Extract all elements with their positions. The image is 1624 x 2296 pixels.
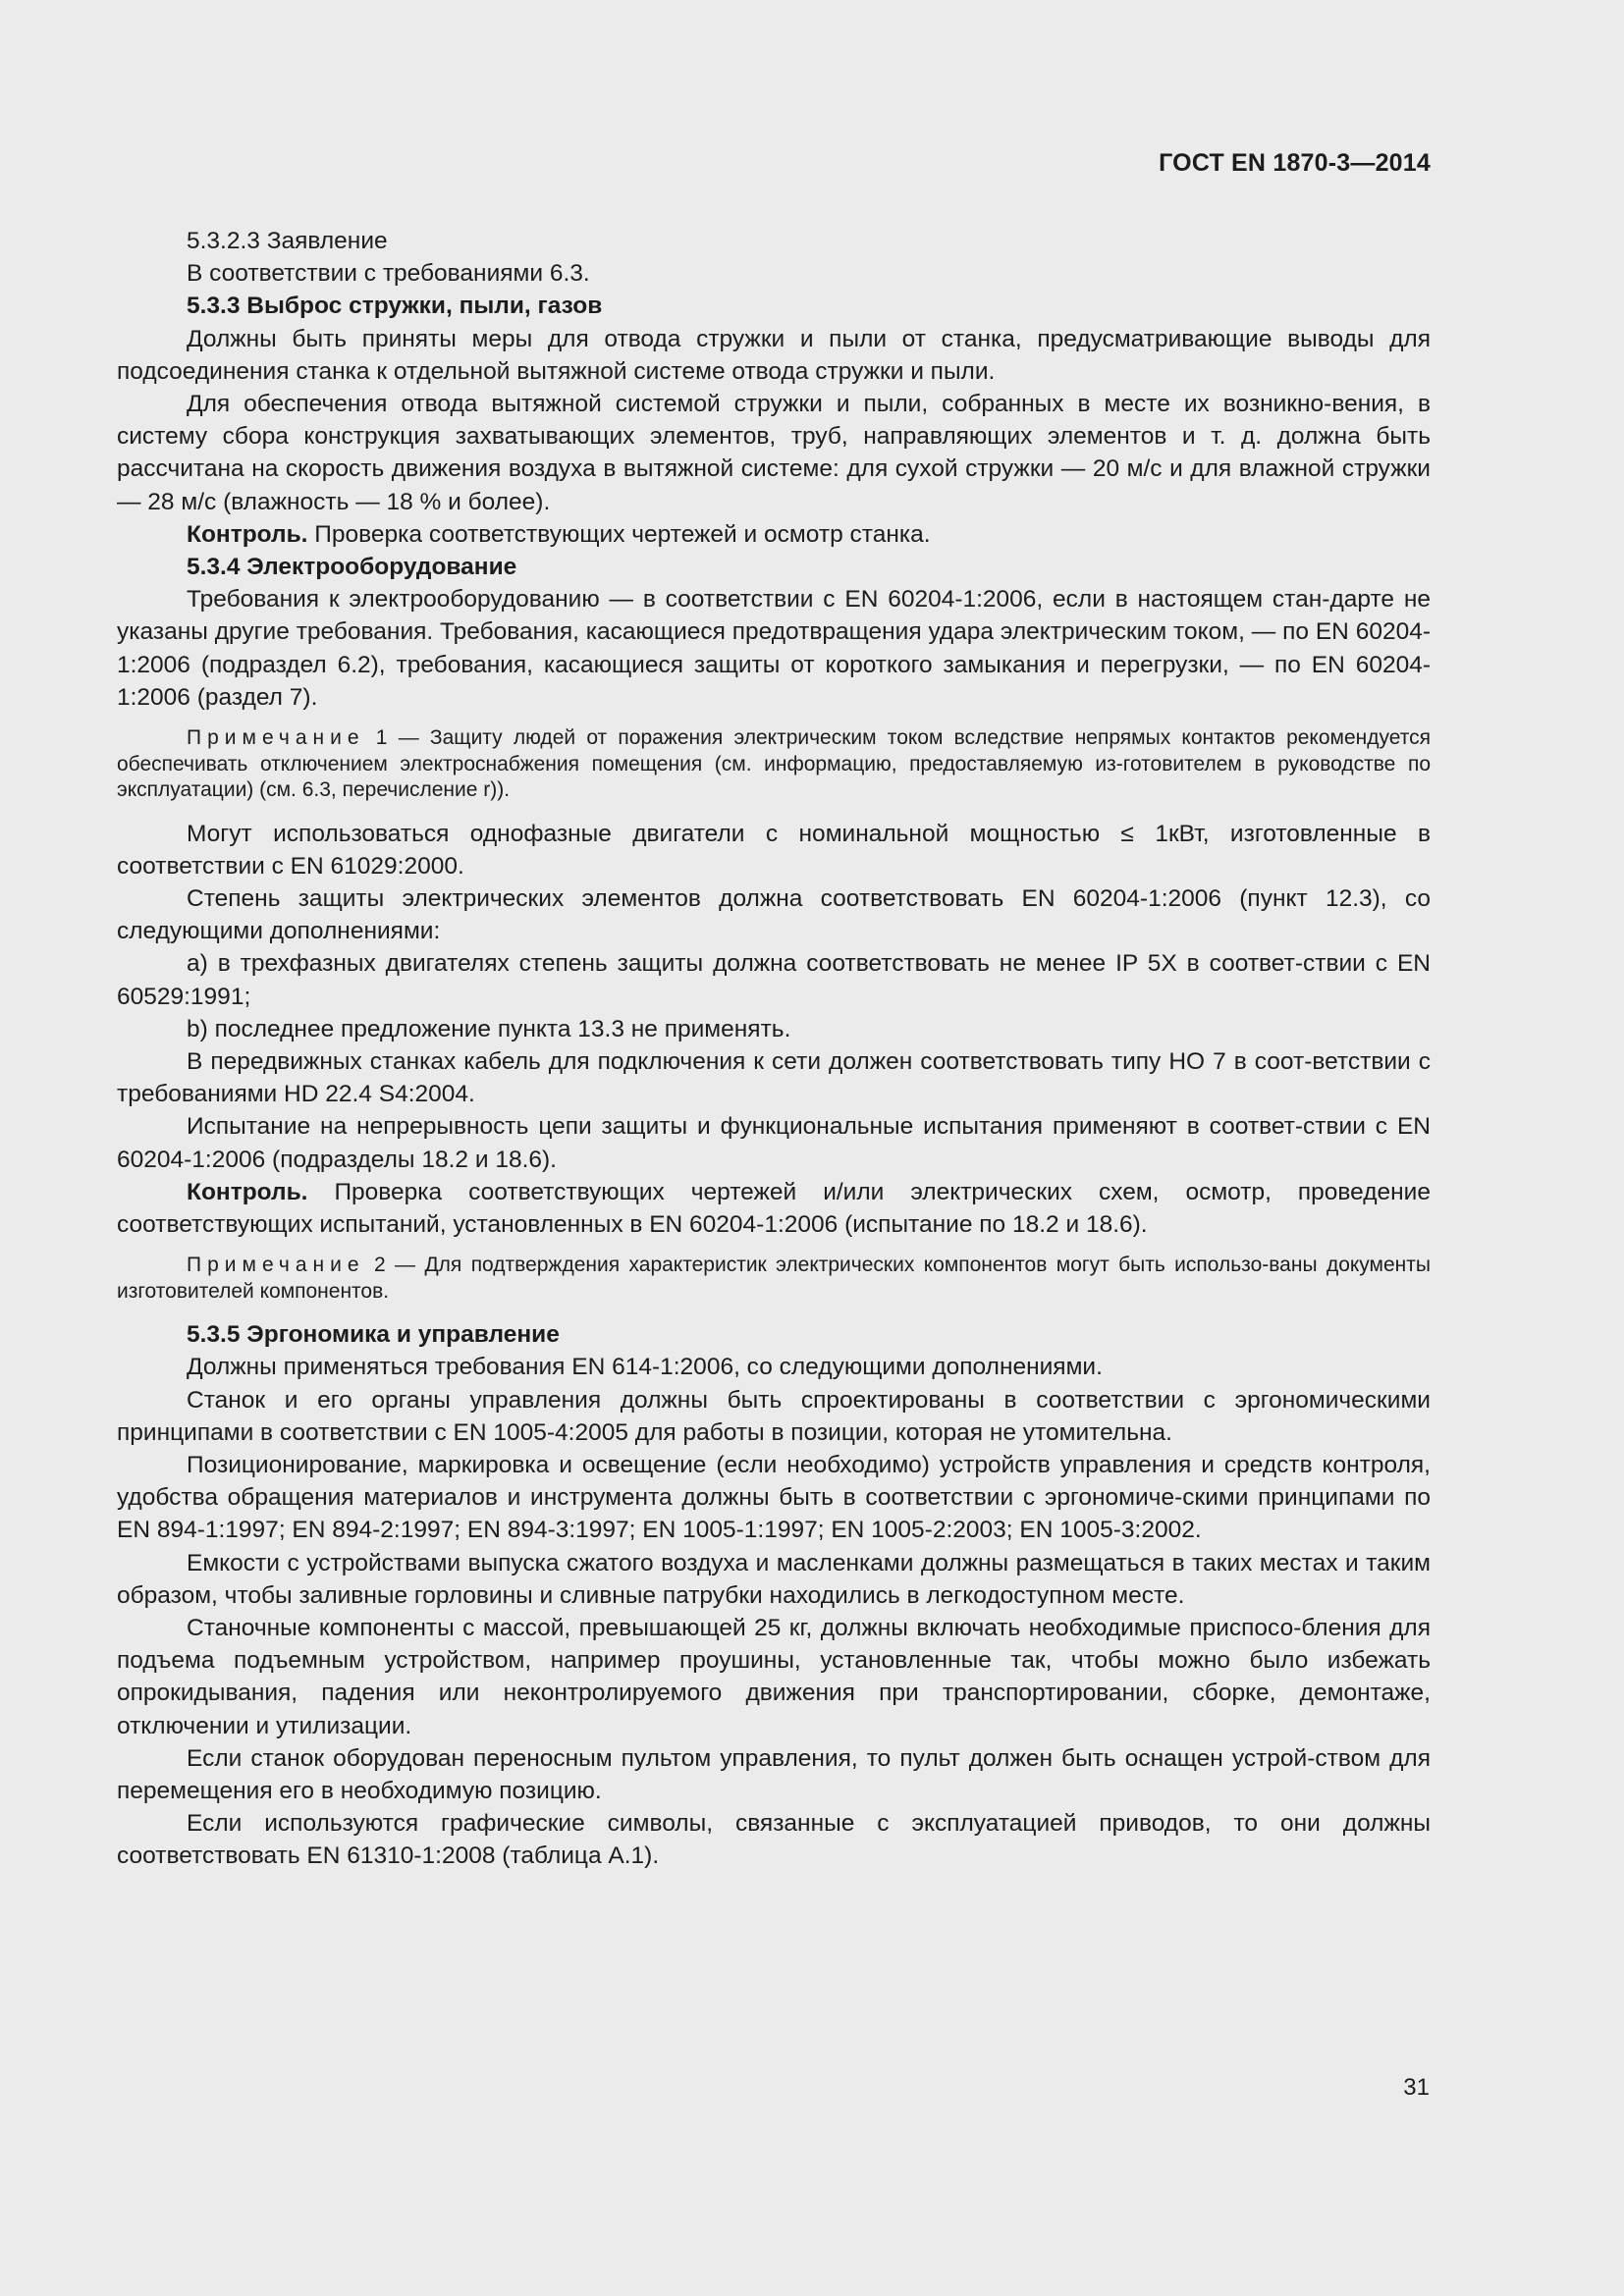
paragraph: Должны быть приняты меры для отвода стружки и пыли от станка, предусматривающие выводы для подсоединения станка к отдельной вытяжной системе отвода стружки и пыли.	[117, 325, 1431, 385]
note-1	[117, 725, 1431, 804]
control-paragraph	[117, 1176, 1431, 1241]
paragraph: Могут использоваться однофазные двигатели с номинальной мощностью ≤ 1кВт, изготовленные в соответствии с EN 61029:2000.	[117, 820, 1431, 880]
list-item-a: a) в трехфазных двигателях степень защиты должна соответствовать не менее IP 5X в соответ-ствии с EN 60529:1991;	[117, 950, 1431, 1010]
section-heading-533: 5.3.3 Выброс стружки, пыли, газов	[187, 293, 603, 320]
paragraph: Позиционирование, маркировка и освещение (если необходимо) устройств управления и средств контроля, удобства обращения материалов и инструмента должны быть в соответствии с эргономиче-скими принципами по EN 894-1:1997; EN 894-2:1997; EN 894-3:1997; EN 1005-1:1997; EN 1005-2:2003; EN 1005-3:2002.	[117, 1452, 1431, 1544]
subsection-5323-title: 5.3.2.3 Заявление	[187, 228, 388, 254]
paragraph: Степень защиты электрических элементов должна соответствовать EN 60204-1:2006 (пункт 12.3), со следующими дополнениями:	[117, 884, 1431, 945]
paragraph: В передвижных станках кабель для подключения к сети должен соответствовать типу НО 7 в соот-ветствии с требованиями HD 22.4 S4:2004.	[117, 1047, 1431, 1108]
list-item-b: b) последнее предложение пункта 13.3 не применять.	[187, 1015, 791, 1042]
subsection-5323-text: В соответствии с требованиями 6.3.	[187, 260, 590, 288]
paragraph: Станочные компоненты с массой, превышающей 25 кг, должны включать необходимые приспосо-бления для подъема подъемным устройством, например проушины, установленные так, чтобы можно было избежать опрокидывания, падения или неконтролируемого движения при транспортировании, сборке, демонтаже, отключении и утилизации.	[117, 1615, 1431, 1739]
control-label: Контроль.	[187, 1178, 308, 1205]
document-body	[117, 225, 1431, 1873]
note-text: 1 — Защиту людей от поражения электрическим током вследствие непрямых контактов рекомендуется обеспечивать отключением электроснабжения помещения (см. информацию, предоставляемую из-готовителем в руководстве по эксплуатации) (см. 6.3, перечисление r)).	[117, 726, 1431, 802]
paragraph: Должны применяться требования EN 614-1:2006, со следующими дополнениями.	[187, 1354, 1103, 1381]
document-code-header: ГОСТ EN 1870-3—2014	[1159, 149, 1431, 177]
paragraph: Станок и его органы управления должны быть спроектированы в соответствии с эргономическими принципами в соответствии с EN 1005-4:2005 для работы в позиции, которая не утомительна.	[117, 1386, 1431, 1446]
section-heading-535: 5.3.5 Эргономика и управление	[187, 1321, 560, 1349]
paragraph: Если станок оборудован переносным пультом управления, то пульт должен быть оснащен устрой-ством для перемещения его в необходимую позицию.	[117, 1744, 1431, 1805]
note-label: Примечание	[187, 1254, 365, 1277]
paragraph: Требования к электрооборудованию — в соответствии с EN 60204-1:2006, если в настоящем стан-дарте не указаны другие требования. Требования, касающиеся предотвращения удара электрическим током, — по EN 60204-1:2006 (подраздел 6.2), требования, касающиеся защиты от короткого замыкания и перегрузки, — по EN 60204-1:2006 (раздел 7).	[117, 586, 1431, 711]
paragraph: Если используются графические символы, связанные с эксплуатацией приводов, то они должны соответствовать EN 61310-1:2008 (таблица А.1).	[117, 1810, 1431, 1870]
control-text: Проверка соответствующих чертежей и осмотр станка.	[307, 520, 931, 548]
page-number: 31	[1403, 2074, 1430, 2101]
paragraph: Испытание на непрерывность цепи защиты и функциональные испытания применяют в соответ-ствии с EN 60204-1:2006 (подразделы 18.2 и 18.6).	[117, 1113, 1431, 1173]
section-heading-534: 5.3.4 Электрооборудование	[187, 554, 517, 581]
control-text: Проверка соответствующих чертежей и/или электрических схем, осмотр, проведение соответствующих испытаний, установленных в EN 60204-1:2006 (испытание по 18.2 и 18.6).	[117, 1178, 1431, 1238]
note-label: Примечание	[187, 726, 365, 750]
note-text: 2 — Для подтверждения характеристик электрических компонентов могут быть использо-ваны документы изготовителей компонентов.	[117, 1254, 1431, 1303]
note-2	[117, 1253, 1431, 1305]
control-label: Контроль.	[187, 520, 308, 548]
control-paragraph	[117, 518, 1431, 551]
paragraph: Для обеспечения отвода вытяжной системой стружки и пыли, собранных в месте их возникно-вения, в систему сбора конструкция захватывающих элементов, труб, направляющих элементов и т. д. должна быть рассчитана на скорость движения воздуха в вытяжной системе: для сухой стружки — 20 м/с и для влажной стружки — 28 м/с (влажность — 18 % и более).	[117, 391, 1431, 515]
paragraph: Емкости с устройствами выпуска сжатого воздуха и масленками должны размещаться в таких местах и таким образом, чтобы заливные горловины и сливные патрубки находились в легкодоступном месте.	[117, 1549, 1431, 1609]
